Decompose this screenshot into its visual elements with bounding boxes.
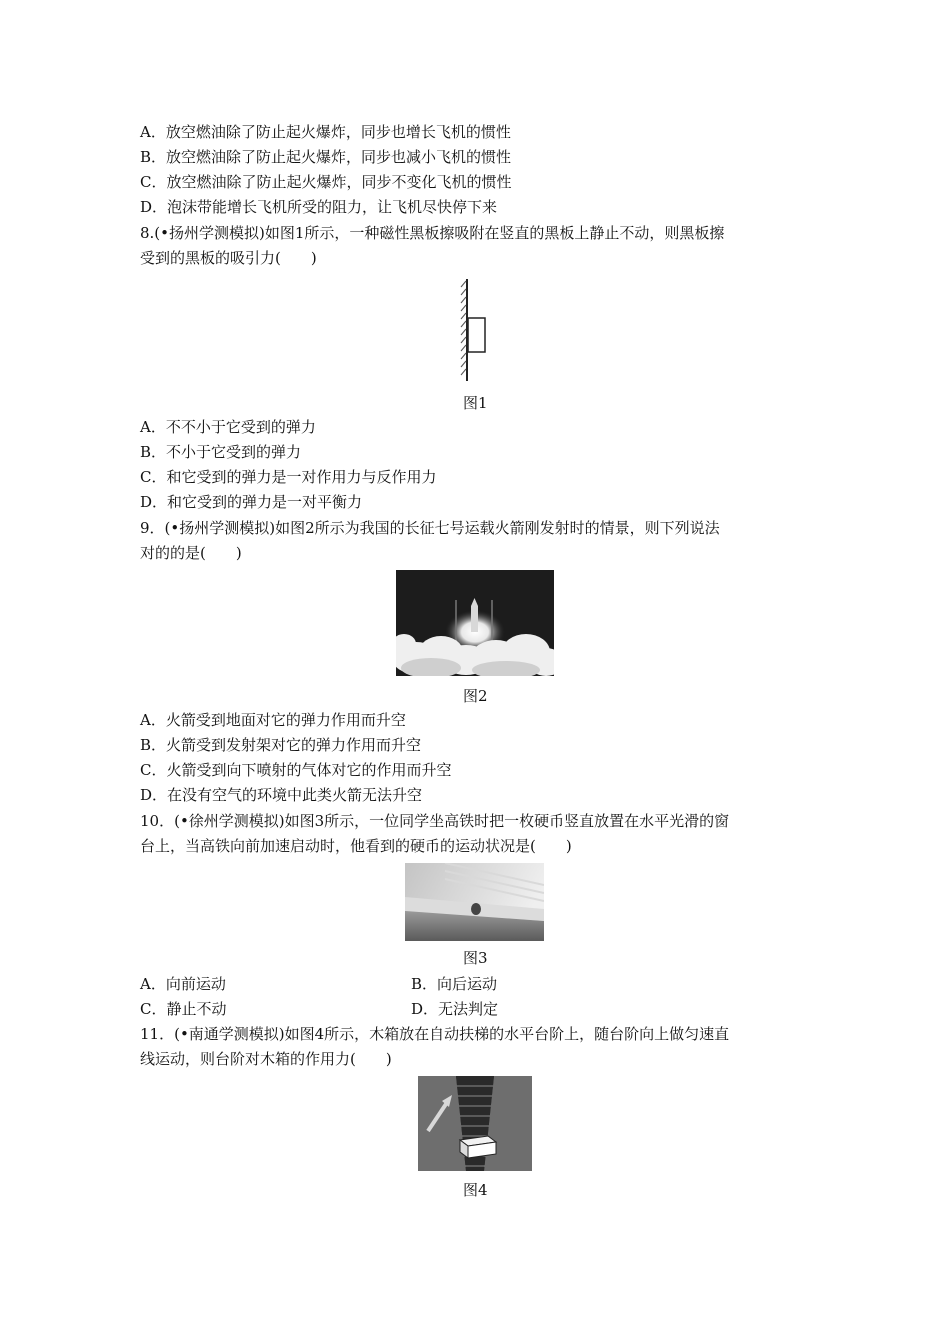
q9-stem-line1: 9．(•扬州学测模拟)如图2所示为我国的长征七号运载火箭刚发射时的情景，则下列说法 — [140, 519, 720, 537]
q10-option-c: C．静止不动 — [140, 1000, 227, 1018]
figure-4-caption: 图4 — [463, 1181, 488, 1199]
q10-stem-line1: 10．(•徐州学测模拟)如图3所示，一位同学坐高铁时把一枚硬币竖直放置在水平光滑的窗 — [140, 812, 730, 830]
figure-4-escalator-box-photo — [418, 1076, 532, 1171]
q11-stem-line2: 线运动，则台阶对木箱的作用力( ) — [140, 1050, 392, 1068]
figure-3-coin-on-windowsill-photo — [405, 863, 544, 941]
q9-option-c: C．火箭受到向下喷射的气体对它的作用而升空 — [140, 761, 452, 779]
figure-1-blackboard-eraser — [455, 277, 495, 383]
q10-stem-line2: 台上，当高铁向前加速启动时，他看到的硬币的运动状况是( ) — [140, 837, 572, 855]
figure-3-caption: 图3 — [463, 949, 488, 967]
q7-option-a: A．放空燃油除了防止起火爆炸，同步也增长飞机的惯性 — [140, 123, 511, 141]
q8-option-b: B．不小于它受到的弹力 — [140, 443, 302, 461]
q10-option-b: B．向后运动 — [411, 975, 498, 993]
q11-stem-line1: 11．(•南通学测模拟)如图4所示，木箱放在自动扶梯的水平台阶上，随台阶向上做匀速直 — [140, 1025, 730, 1043]
q7-option-c: C．放空燃油除了防止起火爆炸，同步不变化飞机的惯性 — [140, 173, 512, 191]
q8-option-a: A．不不小于它受到的弹力 — [140, 418, 316, 436]
q9-option-a: A．火箭受到地面对它的弹力作用而升空 — [140, 711, 406, 729]
figure-2-caption: 图2 — [463, 687, 488, 705]
figure-1-caption: 图1 — [463, 394, 488, 412]
q8-stem-line2: 受到的黑板的吸引力( ) — [140, 249, 317, 267]
q9-option-b: B．火箭受到发射架对它的弹力作用而升空 — [140, 736, 422, 754]
q7-option-d: D．泡沫带能增长飞机所受的阻力，让飞机尽快停下来 — [140, 198, 498, 216]
q10-option-d: D．无法判定 — [411, 1000, 499, 1018]
q10-option-a: A．向前运动 — [140, 975, 226, 993]
q9-option-d: D．在没有空气的环境中此类火箭无法升空 — [140, 786, 423, 804]
q8-option-c: C．和它受到的弹力是一对作用力与反作用力 — [140, 468, 437, 486]
q8-stem-line1: 8.(•扬州学测模拟)如图1所示，一种磁性黑板擦吸附在竖直的黑板上静止不动，则黑板擦 — [140, 224, 725, 242]
q9-stem-line2: 对的的是( ) — [140, 544, 242, 562]
figure-2-rocket-launch-photo — [396, 570, 554, 676]
q7-option-b: B．放空燃油除了防止起火爆炸，同步也减小飞机的惯性 — [140, 148, 512, 166]
q8-option-d: D．和它受到的弹力是一对平衡力 — [140, 493, 363, 511]
